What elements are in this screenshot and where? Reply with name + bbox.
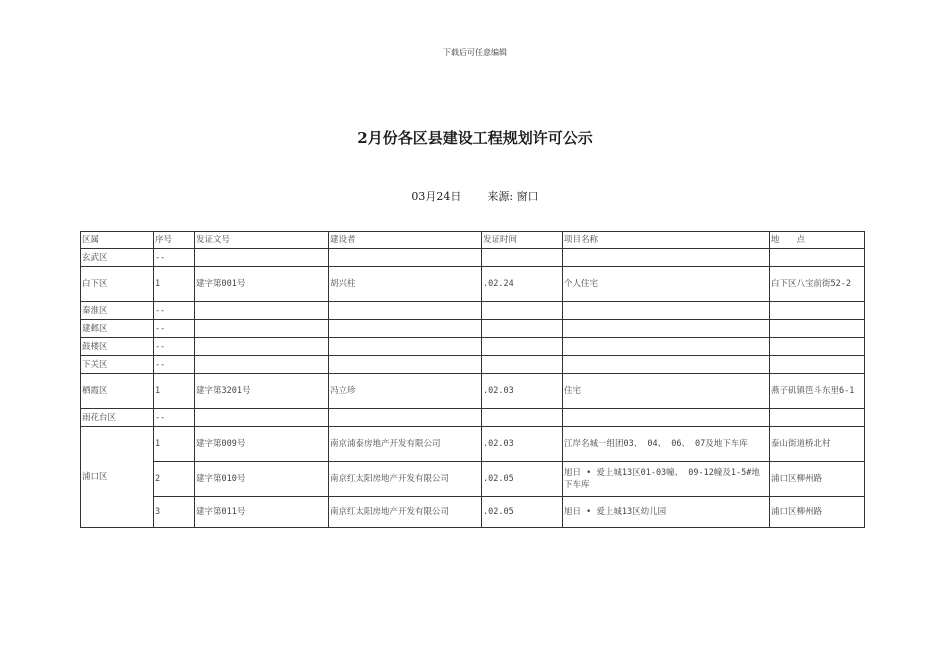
cell-date bbox=[482, 409, 563, 427]
cell-location bbox=[770, 249, 865, 267]
table-row bbox=[81, 267, 865, 302]
cell-district: 栖霞区 bbox=[81, 374, 154, 409]
cell-project: 江岸名城一组团03、 04、 06、 07及地下车库 bbox=[563, 427, 770, 462]
cell-date: .02.24 bbox=[482, 267, 563, 302]
cell-no: -- bbox=[154, 320, 195, 338]
table-row bbox=[81, 249, 865, 267]
cell-builder: 胡兴柱 bbox=[329, 267, 482, 302]
cell-permit: 建字第011号 bbox=[195, 497, 329, 528]
cell-no: 1 bbox=[154, 374, 195, 409]
cell-project bbox=[563, 320, 770, 338]
cell-no: 2 bbox=[154, 462, 195, 497]
cell-no: 1 bbox=[154, 267, 195, 302]
header-note: 下载后可任意编辑 bbox=[443, 48, 507, 57]
table-row bbox=[81, 338, 865, 356]
table-row bbox=[81, 427, 865, 462]
table-header-row bbox=[81, 232, 865, 249]
cell-builder bbox=[329, 409, 482, 427]
cell-date bbox=[482, 338, 563, 356]
cell-no: -- bbox=[154, 409, 195, 427]
cell-project bbox=[563, 356, 770, 374]
publish-date: 03月24日 bbox=[411, 190, 462, 203]
col-header-project: 项目名称 bbox=[563, 232, 770, 249]
cell-location: 泰山街道桥北村 bbox=[770, 427, 865, 462]
cell-district: 白下区 bbox=[81, 267, 154, 302]
cell-project: 住宅 bbox=[563, 374, 770, 409]
cell-location: 浦口区柳州路 bbox=[770, 497, 865, 528]
cell-project bbox=[563, 409, 770, 427]
table-row bbox=[81, 462, 865, 497]
permit-table bbox=[80, 231, 865, 528]
cell-district: 下关区 bbox=[81, 356, 154, 374]
cell-district: 浦口区 bbox=[81, 427, 154, 528]
col-header-no: 序号 bbox=[154, 232, 195, 249]
cell-no: 1 bbox=[154, 427, 195, 462]
cell-location bbox=[770, 409, 865, 427]
cell-project bbox=[563, 302, 770, 320]
cell-builder: 南京红太阳房地产开发有限公司 bbox=[329, 497, 482, 528]
cell-date bbox=[482, 320, 563, 338]
cell-builder: 冯立珍 bbox=[329, 374, 482, 409]
cell-builder bbox=[329, 338, 482, 356]
cell-permit bbox=[195, 249, 329, 267]
cell-permit bbox=[195, 338, 329, 356]
cell-district: 雨花台区 bbox=[81, 409, 154, 427]
cell-location bbox=[770, 356, 865, 374]
cell-date: .02.05 bbox=[482, 497, 563, 528]
table-row bbox=[81, 409, 865, 427]
cell-permit bbox=[195, 356, 329, 374]
cell-permit: 建字第009号 bbox=[195, 427, 329, 462]
cell-location: 白下区八宝前街52-2 bbox=[770, 267, 865, 302]
cell-builder bbox=[329, 356, 482, 374]
cell-district: 秦淮区 bbox=[81, 302, 154, 320]
cell-builder bbox=[329, 249, 482, 267]
cell-no: -- bbox=[154, 356, 195, 374]
cell-project: 旭日 • 爱上城13区幼儿园 bbox=[563, 497, 770, 528]
col-header-builder: 建设者 bbox=[329, 232, 482, 249]
col-header-location: 地 点 bbox=[770, 232, 865, 249]
cell-project bbox=[563, 249, 770, 267]
cell-builder bbox=[329, 302, 482, 320]
cell-project: 旭日 • 爱上城13区01-03幢、 09-12幢及1-5#地下车库 bbox=[563, 462, 770, 497]
cell-builder bbox=[329, 320, 482, 338]
cell-date: .02.03 bbox=[482, 374, 563, 409]
cell-permit: 建字第3201号 bbox=[195, 374, 329, 409]
table-row bbox=[81, 374, 865, 409]
cell-date bbox=[482, 249, 563, 267]
cell-date bbox=[482, 356, 563, 374]
col-header-district: 区属 bbox=[81, 232, 154, 249]
cell-location: 燕子矶镇笆斗东里6-1 bbox=[770, 374, 865, 409]
cell-no: -- bbox=[154, 249, 195, 267]
cell-district: 玄武区 bbox=[81, 249, 154, 267]
cell-builder: 南京红太阳房地产开发有限公司 bbox=[329, 462, 482, 497]
cell-permit: 建字第001号 bbox=[195, 267, 329, 302]
cell-permit bbox=[195, 320, 329, 338]
cell-date: .02.03 bbox=[482, 427, 563, 462]
cell-location: 浦口区柳州路 bbox=[770, 462, 865, 497]
cell-district: 鼓楼区 bbox=[81, 338, 154, 356]
publish-source: 来源: 窗口 bbox=[487, 190, 539, 203]
col-header-date: 发证时间 bbox=[482, 232, 563, 249]
cell-permit bbox=[195, 409, 329, 427]
cell-permit: 建字第010号 bbox=[195, 462, 329, 497]
cell-project: 个人住宅 bbox=[563, 267, 770, 302]
cell-date bbox=[482, 302, 563, 320]
cell-location bbox=[770, 320, 865, 338]
cell-builder: 南京浦泰房地产开发有限公司 bbox=[329, 427, 482, 462]
cell-permit bbox=[195, 302, 329, 320]
cell-district: 建邺区 bbox=[81, 320, 154, 338]
table-row bbox=[81, 302, 865, 320]
publish-meta bbox=[0, 188, 950, 204]
cell-location bbox=[770, 338, 865, 356]
cell-location bbox=[770, 302, 865, 320]
cell-no: -- bbox=[154, 338, 195, 356]
cell-no: -- bbox=[154, 302, 195, 320]
table-row bbox=[81, 320, 865, 338]
cell-project bbox=[563, 338, 770, 356]
table-row bbox=[81, 497, 865, 528]
table-row bbox=[81, 356, 865, 374]
cell-no: 3 bbox=[154, 497, 195, 528]
page-title: 2月份各区县建设工程规划许可公示 bbox=[357, 129, 593, 147]
col-header-permit: 发证文号 bbox=[195, 232, 329, 249]
cell-date: .02.05 bbox=[482, 462, 563, 497]
